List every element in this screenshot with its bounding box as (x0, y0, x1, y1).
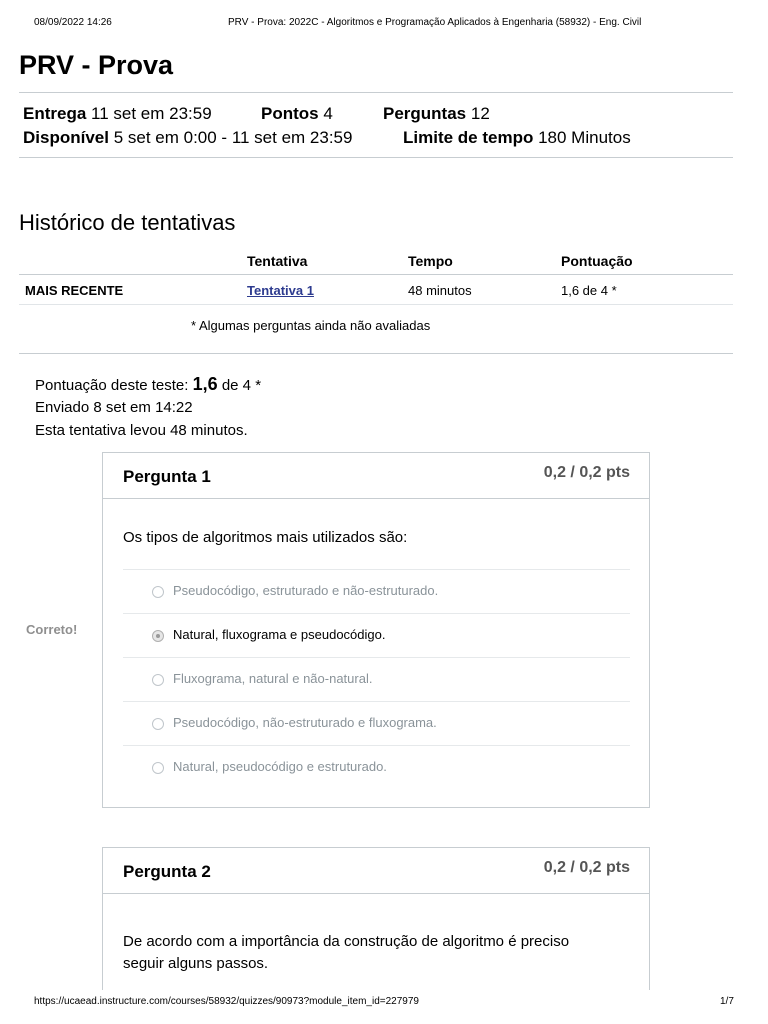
table-divider (19, 304, 733, 305)
answer-text: Natural, pseudocódigo e estruturado. (173, 759, 387, 774)
radio-icon[interactable] (152, 586, 164, 598)
question-header (103, 848, 649, 894)
test-score (35, 374, 261, 395)
answer-text: Natural, fluxograma e pseudocódigo. (173, 627, 386, 642)
history-note: * Algumas perguntas ainda não avaliadas (191, 318, 431, 333)
radio-selected-icon[interactable] (152, 630, 164, 642)
meta-pontos-label: Pontos (261, 104, 319, 123)
history-row-label: MAIS RECENTE (25, 283, 124, 298)
meta-limite-value: 180 Minutos (538, 128, 631, 147)
radio-icon[interactable] (152, 762, 164, 774)
question-title: Pergunta 2 (123, 862, 211, 881)
answer-option[interactable] (123, 657, 630, 701)
answer-text: Fluxograma, natural e não-natural. (173, 671, 373, 686)
meta-disponivel (23, 128, 352, 148)
meta-limite (403, 128, 631, 148)
question-text-line: seguir alguns passos. (123, 955, 269, 972)
print-date: 08/09/2022 14:26 (34, 17, 112, 28)
meta-pontos (261, 104, 333, 124)
divider (19, 157, 733, 158)
meta-entrega-value: 11 set em 23:59 (91, 104, 212, 123)
sent-date: Enviado 8 set em 14:22 (35, 399, 193, 416)
correct-answer-tag: Correto! (26, 622, 78, 637)
test-score-value: 1,6 (192, 374, 218, 394)
history-row-time: 48 minutos (408, 283, 472, 298)
divider (19, 353, 733, 354)
print-header-title: PRV - Prova: 2022C - Algoritmos e Programação Aplicados à Engenharia (58932) - Eng. Civil (228, 17, 642, 28)
answer-option-selected[interactable] (123, 613, 630, 657)
history-title: Histórico de tentativas (19, 210, 236, 235)
attempt-duration: Esta tentativa levou 48 minutos. (35, 422, 248, 439)
answer-option[interactable] (123, 569, 630, 613)
meta-entrega (23, 104, 212, 124)
radio-icon[interactable] (152, 674, 164, 686)
question-text-line: De acordo com a importância da construção de algoritmo é preciso (123, 933, 570, 950)
meta-entrega-label: Entrega (23, 104, 87, 123)
meta-perguntas-value: 12 (470, 104, 490, 123)
history-header-attempt: Tentativa (247, 253, 308, 269)
question-card (102, 452, 650, 808)
meta-limite-label: Limite de tempo (403, 128, 534, 147)
meta-pontos-value: 4 (323, 104, 333, 123)
answer-text: Pseudocódigo, estruturado e não-estruturado. (173, 583, 439, 598)
meta-perguntas (383, 104, 490, 124)
history-row-score: 1,6 de 4 * (561, 283, 617, 298)
question-title: Pergunta 1 (123, 467, 211, 486)
history-header-time: Tempo (408, 253, 453, 269)
meta-disponivel-value: 5 set em 0:00 - 11 set em 23:59 (113, 128, 353, 147)
answer-option[interactable] (123, 701, 630, 745)
answer-option[interactable] (123, 745, 630, 789)
page-title: PRV - Prova (19, 50, 174, 80)
meta-perguntas-label: Perguntas (383, 104, 467, 123)
question-text: Os tipos de algoritmos mais utilizados são: (123, 529, 408, 546)
answer-text: Pseudocódigo, não-estruturado e fluxograma. (173, 715, 437, 730)
question-text (123, 931, 613, 975)
table-divider (19, 274, 733, 275)
print-url: https://ucaead.instructure.com/courses/58932/quizzes/90973?module_item_id=227979 (34, 996, 419, 1007)
print-page-number: 1/7 (720, 996, 734, 1007)
attempt-link[interactable]: Tentativa 1 (247, 283, 314, 298)
question-header (103, 453, 649, 499)
history-header-score: Pontuação (561, 253, 633, 269)
question-points: 0,2 / 0,2 pts (543, 464, 630, 481)
meta-disponivel-label: Disponível (23, 128, 109, 147)
radio-icon[interactable] (152, 718, 164, 730)
test-score-prefix: Pontuação deste teste: (35, 377, 189, 394)
divider (19, 92, 733, 93)
question-points: 0,2 / 0,2 pts (543, 859, 630, 876)
test-score-suffix: de 4 * (221, 377, 262, 394)
